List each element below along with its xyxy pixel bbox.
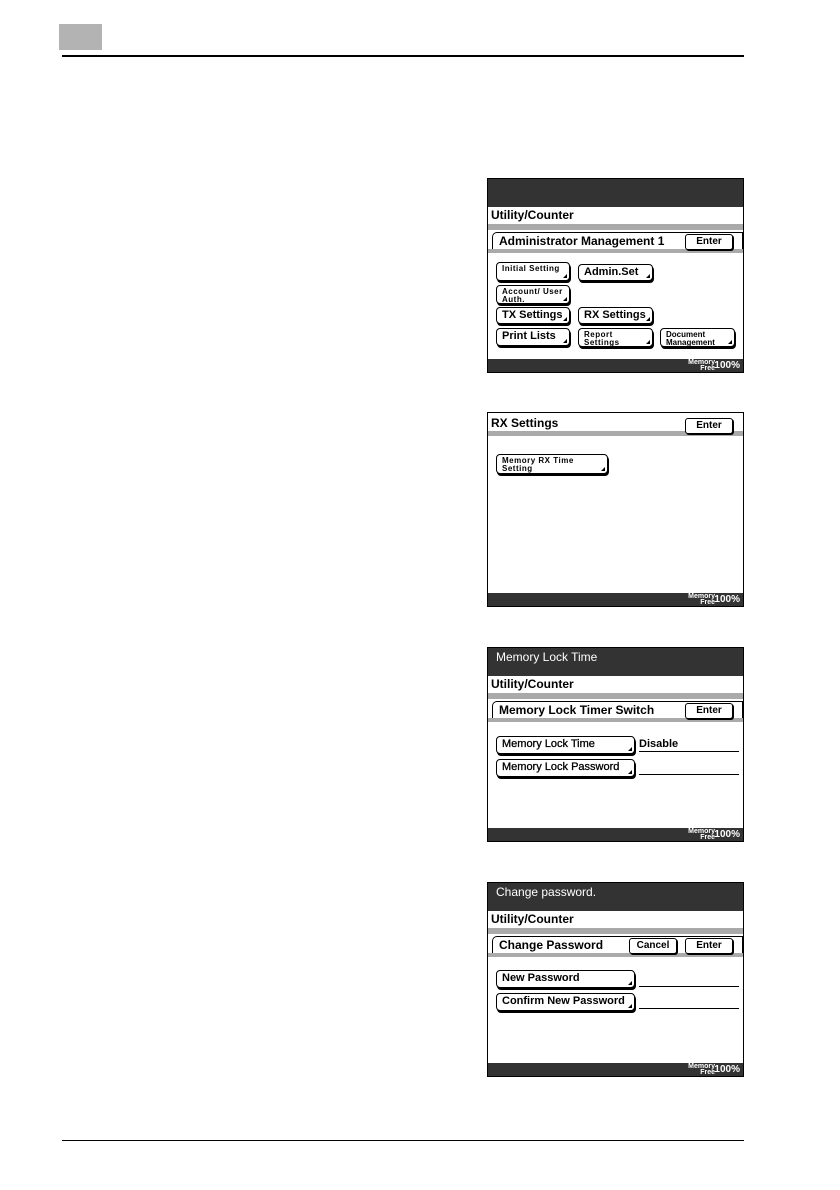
message-bar: Memory Lock Time	[488, 648, 743, 676]
memory-lock-time-value: Disable	[639, 738, 679, 750]
memory-free-label: Memory Free	[688, 593, 715, 606]
chapter-tab	[59, 24, 102, 50]
divider	[488, 693, 743, 699]
memory-free-label: Memory Free	[688, 1063, 715, 1076]
screen-title: RX Settings	[488, 415, 743, 431]
initial-setting-button[interactable]: Initial Setting	[496, 262, 570, 281]
divider	[488, 224, 743, 230]
message-bar: Change password.	[488, 883, 743, 911]
admin-set-button[interactable]: Admin.Set	[578, 264, 653, 281]
account-user-auth-button[interactable]: Account/ User Auth.	[496, 285, 570, 304]
confirm-new-password-button[interactable]: Confirm New Password	[496, 993, 635, 1011]
new-password-button[interactable]: New Password	[496, 970, 635, 988]
divider	[488, 928, 743, 934]
memory-percent: 100%	[714, 360, 740, 371]
cancel-button[interactable]: Cancel	[629, 938, 677, 954]
enter-button[interactable]: Enter	[685, 703, 733, 719]
rx-settings-screen	[487, 412, 744, 607]
screen-title: Utility/Counter	[488, 911, 743, 927]
memory-percent: 100%	[714, 829, 740, 840]
tab-title: Memory Lock Timer Switch	[492, 701, 743, 718]
password-field[interactable]	[639, 774, 739, 775]
memory-lock-password-button[interactable]: Memory Lock Password	[496, 759, 635, 777]
tx-settings-button[interactable]: TX Settings	[496, 307, 570, 324]
enter-button[interactable]: Enter	[685, 418, 733, 434]
tab-title: Change Password	[492, 936, 743, 953]
print-lists-button[interactable]: Print Lists	[496, 328, 570, 346]
new-password-field[interactable]	[639, 986, 739, 987]
footer-rule	[62, 1140, 744, 1141]
header-rule	[62, 55, 744, 57]
report-settings-button[interactable]: Report Settings	[578, 328, 653, 347]
enter-button[interactable]: Enter	[685, 938, 733, 954]
confirm-password-field[interactable]	[639, 1008, 739, 1009]
screen-title: Utility/Counter	[488, 676, 743, 692]
message-bar	[488, 179, 743, 207]
change-password-screen	[487, 882, 744, 1077]
memory-percent: 100%	[714, 1064, 740, 1075]
rx-settings-button[interactable]: RX Settings	[578, 307, 653, 324]
value-underline	[639, 751, 739, 752]
admin-management-screen	[487, 178, 744, 373]
memory-lock-time-button[interactable]: Memory Lock Time	[496, 736, 635, 754]
memory-free-label: Memory Free	[688, 828, 715, 841]
tab-title: Administrator Management 1	[492, 232, 743, 249]
enter-button[interactable]: Enter	[685, 234, 733, 250]
memory-lock-screen	[487, 647, 744, 842]
memory-percent: 100%	[714, 594, 740, 605]
screen-title: Utility/Counter	[488, 207, 743, 223]
memory-rx-time-setting-button[interactable]: Memory RX Time Setting	[496, 454, 608, 474]
memory-free-label: Memory Free	[688, 359, 715, 372]
document-management-button[interactable]: Document Management	[660, 328, 735, 347]
